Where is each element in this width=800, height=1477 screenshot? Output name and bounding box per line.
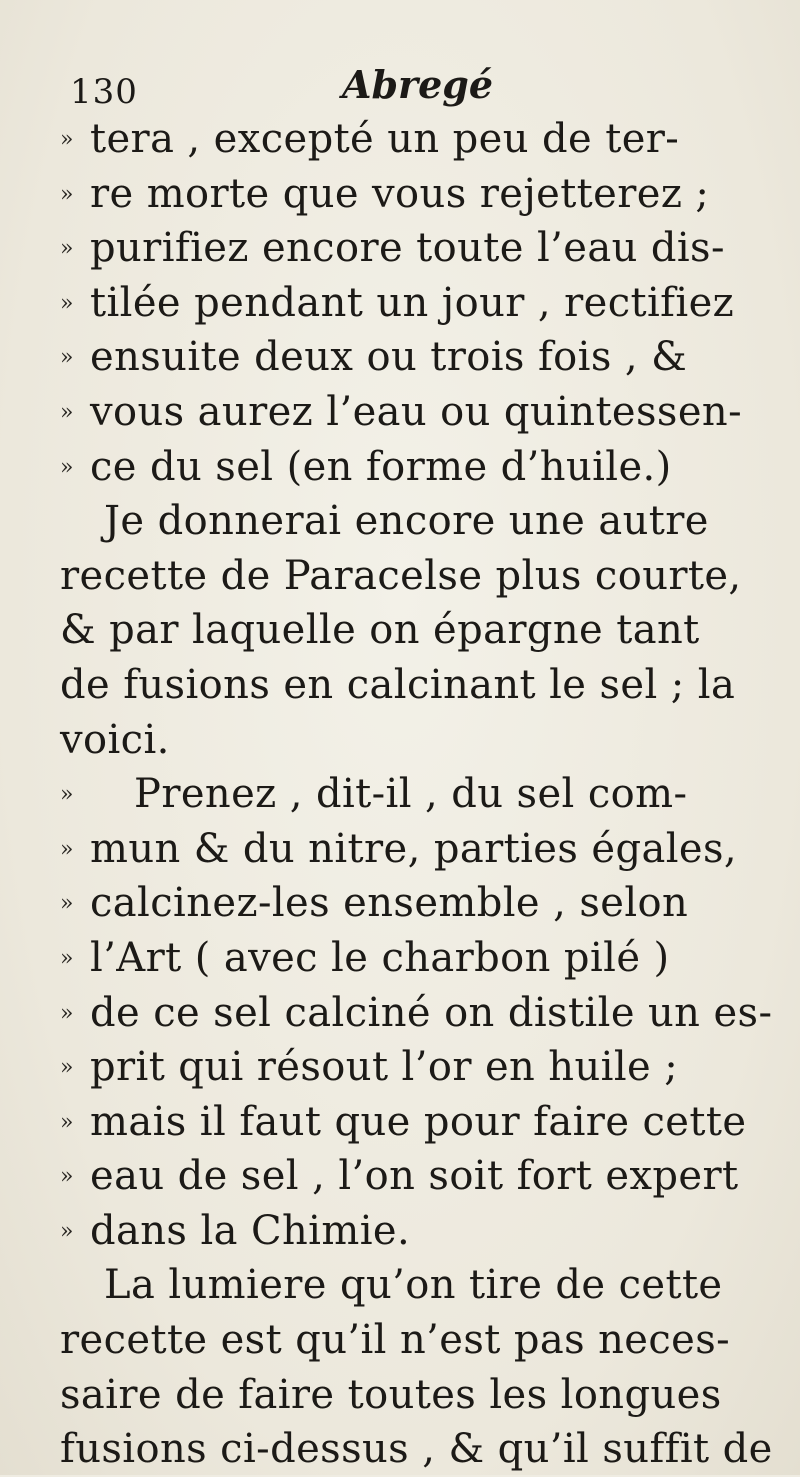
quote-mark: » [60,782,74,808]
quote-mark: » [60,290,74,316]
text-line [60,658,780,713]
line-text: mais il faut que pour faire cette [90,1098,747,1145]
line-text: Prenez , dit-il , du sel com- [134,771,688,818]
line-text: tera , excepté un peu de ter- [90,116,680,162]
quote-mark: » [60,1164,74,1190]
text-line [60,931,780,986]
line-text: vous aurez l’eau ou quintessen- [90,388,743,435]
text-line [60,221,780,276]
quote-mark: » [60,1055,74,1081]
text-line [60,549,780,604]
text-line [60,986,780,1041]
line-text: calcinez-les ensemble , selon [90,880,689,927]
page-number: 130 [70,72,138,112]
running-title: Abregé [342,62,493,107]
text-line [60,440,780,495]
line-text: dans la Chimie. [90,1207,411,1254]
line-text: La lumiere qu’on tire de cette [104,1262,723,1309]
text-line [60,167,780,222]
text-line [60,1422,780,1477]
quote-mark: » [60,836,74,862]
line-text: purifiez encore toute l’eau dis- [90,225,725,272]
text-line [60,1368,780,1423]
quote-mark: » [60,127,74,152]
paragraph-start-line [60,767,780,822]
line-text: tilée pendant un jour , rectifiez [90,279,735,326]
quote-mark: » [60,1109,74,1135]
paragraph-start-line [60,1258,780,1313]
line-text: mun & du nitre, parties égales, [90,825,738,872]
text-line [60,385,780,440]
line-text: & par laquelle on épargne tant [60,607,700,654]
quote-mark: » [60,236,74,262]
line-text: de fusions en calcinant le sel ; la [60,661,736,708]
line-text: re morte que vous rejetterez ; [90,170,710,217]
text-line [60,1040,780,1095]
text-line [60,1204,780,1259]
line-text: ce du sel (en forme d’huile.) [90,443,672,490]
text-line [60,276,780,331]
text-line [60,603,780,658]
body-text [60,112,780,1477]
quote-mark: » [60,181,74,207]
line-text: l’Art ( avec le charbon pilé ) [90,934,670,981]
text-line [60,713,780,768]
line-text: recette est qu’il n’est pas neces- [60,1317,731,1364]
page-header [70,62,750,112]
text-line [60,1313,780,1368]
text-line [60,876,780,931]
line-text: fusions ci-dessus , & qu’il suffit de [60,1426,773,1473]
quote-mark: » [60,399,74,425]
text-line [60,1149,780,1204]
line-text: prit qui résout l’or en huile ; [90,1044,679,1091]
quote-mark: » [60,891,74,917]
quote-mark: » [60,454,74,480]
text-line [60,330,780,385]
line-text: Je donnerai encore une autre [104,498,709,545]
line-text: saire de faire toutes les longues [60,1371,722,1418]
quote-mark: » [60,345,74,371]
line-text: eau de sel , l’on soit fort expert [90,1153,739,1200]
text-line [60,1095,780,1150]
line-text: ensuite deux ou trois fois , & [90,334,688,381]
quote-mark: » [60,945,74,971]
line-text: recette de Paracelse plus courte, [60,552,742,599]
paragraph-start-line [60,494,780,549]
text-line [60,822,780,877]
quote-mark: » [60,1000,74,1026]
text-line [60,112,780,167]
quote-mark: » [60,1218,74,1244]
line-text: voici. [60,716,170,763]
line-text: de ce sel calciné on distile un es- [90,989,773,1036]
